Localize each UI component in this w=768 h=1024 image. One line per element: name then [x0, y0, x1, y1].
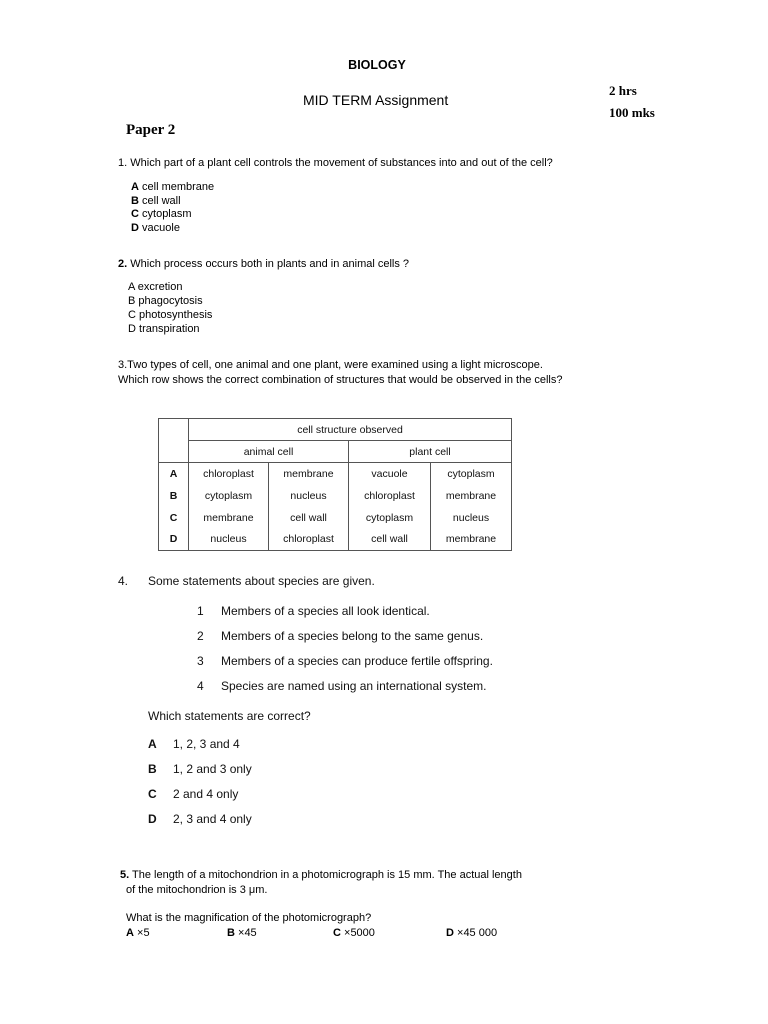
option: [446, 926, 497, 940]
question-5-prompt: What is the magnification of the photomicrograph?: [126, 912, 372, 924]
option: [131, 222, 214, 236]
option: [128, 294, 212, 308]
option-text: ×5000: [344, 927, 375, 939]
option-letter: C: [148, 787, 157, 801]
statement: [197, 674, 493, 699]
row-letter: D: [159, 529, 189, 551]
subject-title: BIOLOGY: [348, 58, 406, 72]
table-header-row: [159, 419, 512, 441]
table-cell: chloroplast: [349, 485, 431, 507]
table-cell: cytoplasm: [349, 507, 431, 529]
option-letter: D: [446, 927, 454, 939]
option: [128, 322, 212, 336]
table-group-row: [159, 441, 512, 463]
question-text: Some statements about species are given.: [148, 574, 375, 588]
option-letter: A: [148, 737, 157, 751]
option-text: transpiration: [139, 323, 200, 335]
table-cell: nucleus: [269, 485, 349, 507]
table-cell: membrane: [269, 463, 349, 485]
table-cell: cytoplasm: [431, 463, 512, 485]
table-row: [159, 529, 512, 551]
option-letter: D: [128, 323, 136, 335]
option-letter: B: [148, 762, 157, 776]
option-text: 1, 2 and 3 only: [173, 762, 252, 776]
table-cell: cell wall: [269, 507, 349, 529]
question-number: 2.: [118, 258, 128, 270]
statement-text: Members of a species belong to the same genus.: [221, 629, 484, 643]
option-letter: A: [128, 281, 135, 293]
duration-label: 2 hrs: [609, 83, 637, 98]
question-text: The length of a mitochondrion in a photomicrograph is 15 mm. The actual length: [132, 869, 522, 881]
assignment-title: MID TERM Assignment: [303, 92, 449, 108]
option-text: photosynthesis: [139, 309, 213, 321]
table-cell: membrane: [431, 485, 512, 507]
table-cell: membrane: [431, 529, 512, 551]
table-row: [159, 463, 512, 485]
option: [128, 308, 212, 322]
option-letter: C: [131, 208, 139, 221]
table-cell: membrane: [189, 507, 269, 529]
question-1-options: [131, 181, 214, 236]
table-row: [159, 485, 512, 507]
marks-label: 100 mks: [609, 105, 655, 120]
question-1: [118, 156, 553, 170]
table-cell: cell wall: [349, 529, 431, 551]
option-letter: C: [333, 927, 341, 939]
statement-text: Members of a species all look identical.: [221, 604, 430, 618]
question-5-line-1: [120, 868, 522, 882]
question-4-options: [148, 732, 252, 832]
question-text: Which process occurs both in plants and in animal cells ?: [130, 258, 410, 270]
option: [128, 280, 212, 294]
option-text: ×45: [238, 927, 257, 939]
question-2: [118, 257, 409, 271]
statement: [197, 599, 493, 624]
statement-text: Species are named using an international system.: [221, 679, 487, 693]
question-text: Which part of a plant cell controls the movement of substances into and out of the cell?: [130, 157, 553, 169]
table-cell: nucleus: [431, 507, 512, 529]
table-cell: chloroplast: [269, 529, 349, 551]
statement-number: 4: [197, 679, 204, 693]
option: [131, 208, 214, 222]
question-4-statements: [197, 599, 493, 699]
option-text: ×5: [137, 927, 150, 939]
option-text: 1, 2, 3 and 4: [173, 737, 240, 751]
row-letter: A: [159, 463, 189, 485]
option: [148, 757, 252, 782]
option-text: cytoplasm: [142, 208, 192, 221]
option-text: ×45 000: [457, 927, 498, 939]
table-row: [159, 507, 512, 529]
option-text: 2 and 4 only: [173, 787, 239, 801]
statement-number: 1: [197, 604, 204, 618]
option-text: 2, 3 and 4 only: [173, 812, 252, 826]
option-letter: B: [128, 295, 136, 307]
statement: [197, 649, 493, 674]
option-text: excretion: [137, 281, 183, 293]
option-text: cell wall: [142, 194, 181, 207]
option-text: cell membrane: [142, 181, 215, 193]
paper-label: Paper 2: [126, 122, 176, 138]
option: [126, 926, 150, 940]
statement-text: Members of a species can produce fertile offspring.: [221, 654, 493, 668]
option: [148, 807, 252, 832]
option: [131, 195, 214, 209]
question-number: 1.: [118, 157, 128, 169]
question-4: [118, 573, 375, 589]
option: [227, 926, 257, 940]
question-4-prompt: Which statements are correct?: [148, 709, 311, 723]
question-3-line-2: Which row shows the correct combination of structures that would be observed in the cells?: [118, 374, 563, 386]
option-text: vacuole: [142, 222, 180, 235]
option: [148, 782, 252, 807]
option-letter: D: [131, 222, 139, 235]
table-group-animal: animal cell: [189, 441, 349, 463]
question-number: 5.: [120, 869, 130, 881]
option-letter: C: [128, 309, 136, 321]
option: [148, 732, 252, 757]
table-cell: nucleus: [189, 529, 269, 551]
cell-structure-table: [158, 418, 512, 551]
option: [131, 181, 214, 195]
table-cell: cytoplasm: [189, 485, 269, 507]
row-letter: C: [159, 507, 189, 529]
question-3-line-1: 3.Two types of cell, one animal and one plant, were examined using a light microscope.: [118, 359, 543, 371]
table-corner-cell: [159, 419, 189, 463]
option-letter: B: [227, 927, 235, 939]
table-group-plant: plant cell: [349, 441, 512, 463]
option-letter: B: [131, 194, 139, 207]
statement: [197, 624, 493, 649]
option: [333, 926, 375, 940]
option-letter: A: [131, 181, 139, 193]
question-number: 4.: [118, 574, 129, 588]
row-letter: B: [159, 485, 189, 507]
option-letter: D: [148, 812, 157, 826]
statement-number: 2: [197, 629, 204, 643]
question-2-options: [128, 280, 212, 336]
table-heading: cell structure observed: [189, 419, 512, 441]
table-cell: vacuole: [349, 463, 431, 485]
option-text: phagocytosis: [138, 295, 203, 307]
table-cell: chloroplast: [189, 463, 269, 485]
question-5-line-2: of the mitochondrion is 3 μm.: [126, 884, 268, 896]
option-letter: A: [126, 927, 134, 939]
statement-number: 3: [197, 654, 204, 668]
